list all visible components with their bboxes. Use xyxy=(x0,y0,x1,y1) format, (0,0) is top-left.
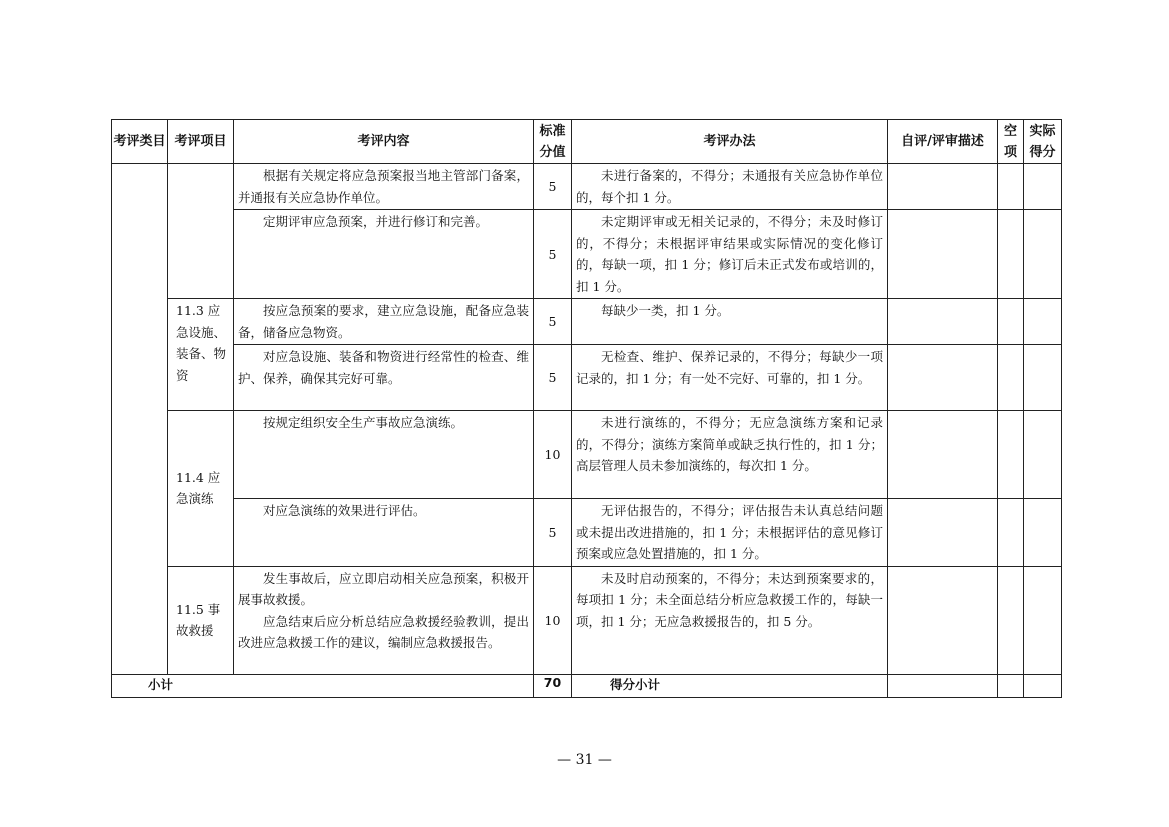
blank-cell[interactable] xyxy=(998,164,1024,210)
actual-score-cell[interactable] xyxy=(1024,210,1062,299)
header-self-review: 自评/评审描述 xyxy=(888,120,998,164)
blank-cell[interactable] xyxy=(998,499,1024,567)
method-cell: 未定期评审或无相关记录的，不得分；未及时修订的，不得分；未根据评审结果或实际情况的变化修订的，每缺一项，扣 1 分；修订后未正式发布或培训的，扣 1 分。 xyxy=(576,214,883,294)
project-cell: 11.5 事故救援 xyxy=(176,601,221,638)
blank-cell[interactable] xyxy=(998,566,1024,674)
page-number: — 31 — xyxy=(557,752,612,768)
score-cell: 5 xyxy=(534,210,572,299)
self-review-cell[interactable] xyxy=(888,499,998,567)
table-row xyxy=(112,411,1062,499)
header-method: 考评办法 xyxy=(572,120,888,164)
actual-score-cell[interactable] xyxy=(1024,164,1062,210)
header-standard-score: 标准分值 xyxy=(534,120,572,164)
actual-score-cell[interactable] xyxy=(1024,411,1062,499)
table-row xyxy=(112,499,1062,567)
method-cell: 未进行演练的，不得分；无应急演练方案和记录的，不得分；演练方案简单或缺乏执行性的，扣 1 分；高层管理人员未参加演练的，每次扣 1 分。 xyxy=(576,415,883,473)
content-cell: 按规定组织安全生产事故应急演练。 xyxy=(263,415,464,430)
table-row xyxy=(112,566,1062,674)
table-row xyxy=(112,164,1062,210)
actual-score-cell[interactable] xyxy=(1024,345,1062,411)
table-row xyxy=(112,299,1062,345)
table-row xyxy=(112,345,1062,411)
header-content: 考评内容 xyxy=(234,120,534,164)
content-cell: 定期评审应急预案，并进行修订和完善。 xyxy=(263,214,489,229)
category-cell xyxy=(112,164,168,675)
blank-cell[interactable] xyxy=(998,674,1024,697)
self-review-cell[interactable] xyxy=(888,164,998,210)
blank-cell[interactable] xyxy=(998,299,1024,345)
actual-score-cell[interactable] xyxy=(1024,566,1062,674)
table-row xyxy=(112,210,1062,299)
actual-score-cell[interactable] xyxy=(1024,499,1062,567)
subtotal-row xyxy=(112,674,1062,697)
subtotal-score: 70 xyxy=(534,674,572,697)
score-cell: 5 xyxy=(534,164,572,210)
project-cell xyxy=(168,164,234,299)
subtotal-label: 小计 xyxy=(112,674,534,697)
method-cell: 每缺少一类，扣 1 分。 xyxy=(601,303,730,318)
header-actual-score: 实际得分 xyxy=(1024,120,1062,164)
header-blank: 空项 xyxy=(998,120,1024,164)
score-cell: 10 xyxy=(534,566,572,674)
actual-score-cell[interactable] xyxy=(1024,299,1062,345)
table-header-row xyxy=(112,120,1062,164)
method-cell: 未及时启动预案的，不得分；未达到预案要求的，每项扣 1 分；未全面总结分析应急救援工作的，每缺一项，扣 1 分；无应急救援报告的，扣 5 分。 xyxy=(576,570,883,629)
project-cell: 11.4 应急演练 xyxy=(176,469,221,507)
score-cell: 5 xyxy=(534,345,572,411)
content-paragraph-1: 发生事故后，应立即启动相关应急预案，积极开展事故救援。 xyxy=(238,570,529,607)
content-cell: 对应急设施、装备和物资进行经常性的检查、维护、保养，确保其完好可靠。 xyxy=(238,349,529,386)
method-cell: 无检查、维护、保养记录的，不得分；每缺少一项记录的，扣 1 分；有一处不完好、可靠的，扣 1 分。 xyxy=(576,349,883,386)
content-cell: 按应急预案的要求，建立应急设施，配备应急装备，储备应急物资。 xyxy=(238,303,529,340)
self-review-cell[interactable] xyxy=(888,299,998,345)
header-category: 考评类目 xyxy=(112,120,168,164)
content-paragraph-2: 应急结束后应分析总结应急救援经验教训，提出改进应急救援工作的建议，编制应急救援报告。 xyxy=(238,613,529,650)
content-cell: 根据有关规定将应急预案报当地主管部门备案，并通报有关应急协作单位。 xyxy=(238,168,529,205)
header-project: 考评项目 xyxy=(168,120,234,164)
subtotal-method-label: 得分小计 xyxy=(572,674,888,697)
self-review-cell[interactable] xyxy=(888,566,998,674)
actual-score-cell[interactable] xyxy=(1024,674,1062,697)
self-review-cell[interactable] xyxy=(888,345,998,411)
blank-cell[interactable] xyxy=(998,345,1024,411)
blank-cell[interactable] xyxy=(998,411,1024,499)
method-cell: 无评估报告的，不得分；评估报告未认真总结问题或未提出改进措施的，扣 1 分；未根据评估的意见修订预案或应急处置措施的，扣 1 分。 xyxy=(576,503,883,561)
self-review-cell[interactable] xyxy=(888,674,998,697)
score-cell: 10 xyxy=(534,411,572,499)
method-cell: 未进行备案的，不得分；未通报有关应急协作单位的，每个扣 1 分。 xyxy=(576,168,883,205)
blank-cell[interactable] xyxy=(998,210,1024,299)
content-cell: 对应急演练的效果进行评估。 xyxy=(263,503,426,518)
self-review-cell[interactable] xyxy=(888,411,998,499)
self-review-cell[interactable] xyxy=(888,210,998,299)
project-cell: 11.3 应急设施、装备、物资 xyxy=(176,303,227,383)
evaluation-table xyxy=(111,119,1062,698)
score-cell: 5 xyxy=(534,299,572,345)
score-cell: 5 xyxy=(534,499,572,567)
